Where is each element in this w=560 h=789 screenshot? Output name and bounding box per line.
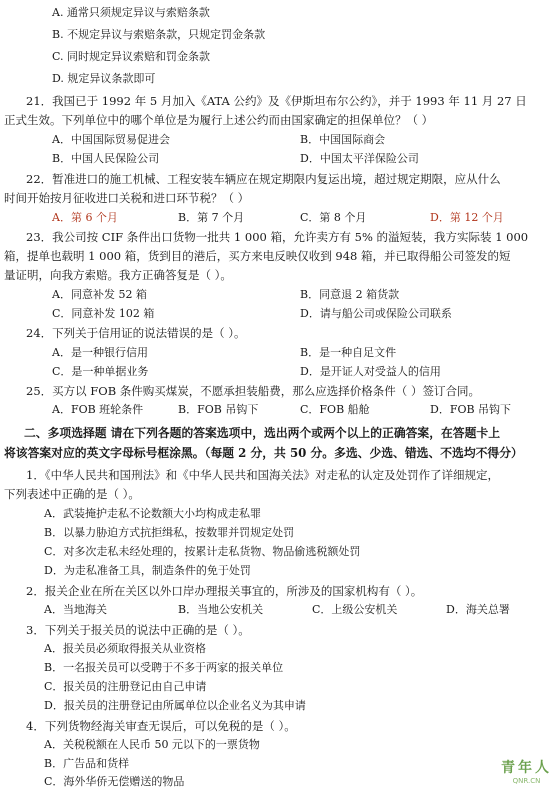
m3-option-c: C．报关员的注册登记由自己申请 <box>44 680 207 693</box>
q23-option-a: A．同意补发 52 箱 <box>52 288 147 301</box>
q22-option-d: D．第 12 个月 <box>430 211 504 224</box>
m1-stem-line2: 下列表述中正确的是（ ）。 <box>4 487 140 501</box>
q22-option-a: A．第 6 个月 <box>52 211 118 224</box>
m2-option-b: B．当地公安机关 <box>178 603 264 616</box>
q23-stem-line3: 量证明，向我方索赔。我方正确答复是（ ）。 <box>4 268 232 282</box>
m2-option-c: C．上级公安机关 <box>312 603 398 616</box>
q22-stem-line2: 时间开始按月征收进口关税和进口环节税？（ ） <box>4 191 250 205</box>
q24-option-b: B．是一种自足文件 <box>300 346 397 359</box>
q24-option-a: A．是一种银行信用 <box>52 346 148 359</box>
q21-option-a: A．中国国际贸易促进会 <box>52 133 170 146</box>
q24-option-c: C．是一种单据业务 <box>52 365 149 378</box>
q23-option-b: B．同意退 2 箱货款 <box>300 288 400 301</box>
watermark-logo <box>501 757 552 785</box>
m4-option-a: A．关税税额在人民币 50 元以下的一票货物 <box>44 738 260 751</box>
q25-option-d: D．FOB 吊钩下 <box>430 403 512 416</box>
m1-option-d: D．为走私准备工具，制造条件的免于处罚 <box>44 564 251 577</box>
prev-option-c: C. 同时规定异议索赔和罚金条款 <box>52 50 211 63</box>
q25-option-b: B．FOB 吊钩下 <box>178 403 259 416</box>
watermark-domain: QNR.CN <box>512 777 541 785</box>
q25-option-a: A．FOB 班轮条件 <box>52 403 144 416</box>
q23-stem-line2: 箱，提单也载明 1 000 箱，货到目的港后，买方来电反映仅收到 948 箱，并已取得船公司签发的短 <box>4 249 511 263</box>
watermark-text: 青年人 <box>501 760 552 776</box>
q21-option-b: B．中国国际商会 <box>300 133 386 146</box>
prev-option-d: D. 规定异议条款即可 <box>52 72 156 85</box>
q23-option-d: D．请与船公司或保险公司联系 <box>300 307 452 320</box>
q21-stem-line2: 正式生效。下列单位中的哪个单位是为履行上述公约而由国家确定的担保单位？（ ） <box>4 113 434 127</box>
m2-option-a: A．当地海关 <box>44 603 107 616</box>
q21-stem-line1: 21．我国已于 1992 年 5 月加入《ATA 公约》及《伊斯坦布尔公约》，并于 1993 年 11 月 27 日 <box>26 94 527 108</box>
q22-option-b: B．第 7 个月 <box>178 211 245 224</box>
q22-stem-line1: 22．暂准进口的施工机械、工程安装车辆应在规定期限内复运出境，超过规定期限，应从什么 <box>26 172 501 186</box>
section2-heading-line2: 将该答案对应的英文字母标号框涂黑。（每题 2 分，共 50 分。多选、少选、错选、不选均不得分） <box>4 446 523 460</box>
q24-option-d: D．是开证人对受益人的信用 <box>300 365 441 378</box>
m4-option-c: C．海外华侨无偿赠送的物品 <box>44 775 185 788</box>
m3-stem: 3．下列关于报关员的说法中正确的是（ ）。 <box>26 623 250 637</box>
m1-option-a: A．武装掩护走私不论数额大小均构成走私罪 <box>44 507 261 520</box>
m3-option-a: A．报关员必须取得报关从业资格 <box>44 642 206 655</box>
prev-option-a: A. 通常只须规定异议与索赔条款 <box>52 6 210 19</box>
m4-stem: 4．下列货物经海关审查无误后，可以免税的是（ ）。 <box>26 719 296 733</box>
m1-option-c: C．对多次走私未经处理的，按累计走私货物、物品偷逃税额处罚 <box>44 545 361 558</box>
prev-option-b: B. 不规定异议与索赔条款，只规定罚金条款 <box>52 28 266 41</box>
q21-option-c: B．中国人民保险公司 <box>52 152 160 165</box>
q23-option-c: C．同意补发 102 箱 <box>52 307 155 320</box>
q23-stem-line1: 23．我公司按 CIF 条件出口货物一批共 1 000 箱，允许卖方有 5% 的溢短装，我方实际装 1 000 <box>26 230 529 244</box>
q24-stem: 24．下列关于信用证的说法错误的是（ ）。 <box>26 326 246 340</box>
section2-heading-line1: 二、多项选择题 请在下列各题的答案选项中，选出两个或两个以上的正确答案，在答题卡上 <box>24 426 500 440</box>
m3-option-b: B．一名报关员可以受聘于不多于两家的报关单位 <box>44 661 284 674</box>
m4-option-b: B．广告品和货样 <box>44 757 130 770</box>
q25-stem: 25．买方以 FOB 条件购买煤炭，不愿承担装船费，那么应选择价格条件（ ）签订合同。 <box>26 384 480 398</box>
m2-stem: 2．报关企业在所在关区以外口岸办理报关事宜的，所涉及的国家机构有（ ）。 <box>26 584 423 598</box>
q25-option-c: C．FOB 船舱 <box>300 403 370 416</box>
q22-option-c: C．第 8 个月 <box>300 211 367 224</box>
q21-option-d: D．中国太平洋保险公司 <box>300 152 419 165</box>
m1-option-b: B．以暴力胁迫方式抗拒缉私，按数罪并罚规定处罚 <box>44 526 295 539</box>
m2-option-d: D．海关总署 <box>446 603 510 616</box>
m3-option-d: D．报关员的注册登记由所属单位以企业名义为其申请 <box>44 699 306 712</box>
m1-stem-line1: 1．《中华人民共和国刑法》和《中华人民共和国海关法》对走私的认定及处罚作了详细规定， <box>26 468 500 482</box>
